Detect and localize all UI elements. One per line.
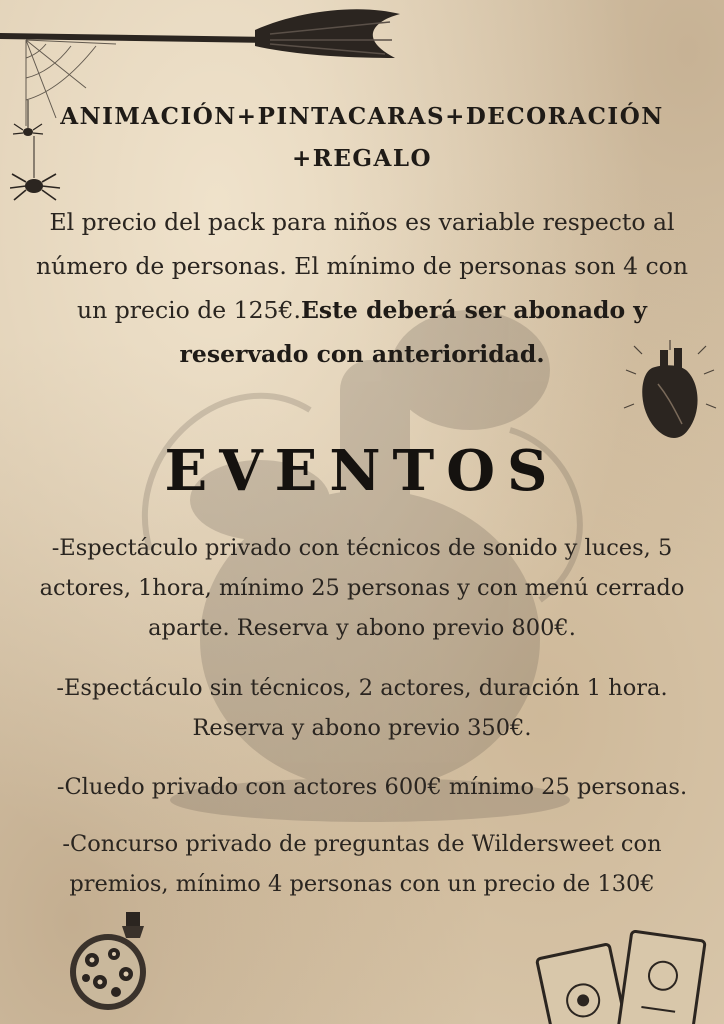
pack-booking-note: Este deberá ser abonado y reservado con anterioridad.: [179, 296, 647, 368]
event-item-quiz-contest: -Concurso privado de preguntas de Wildersweet con premios, mínimo 4 personas con un precio de 130€: [62, 831, 662, 897]
event-item-private-show: -Espectáculo privado con técnicos de sonido y luces, 5 actores, 1hora, mínimo 25 personas y con menú cerrado aparte. Reserva y abono previo 800€.: [39, 535, 685, 641]
event-item-cluedo: -Cluedo privado con actores 600€ mínimo 25 personas.: [56, 774, 688, 800]
tarot-cards-icon: [524, 930, 724, 1024]
eventos-title: EVENTOS: [164, 438, 560, 504]
event-item-show-no-technicians: -Espectáculo sin técnicos, 2 actores, duración 1 hora. Reserva y abono previo 350€.: [56, 675, 668, 741]
potion-bottle-icon: [56, 908, 162, 1014]
pack-heading: ANIMACIÓN+PINTACARAS+DECORACIÓN +REGALO: [60, 103, 664, 172]
pack-price-text: El precio del pack para niños es variable respecto al número de personas. El mínimo de personas son 4 con un precio de 125€.: [36, 208, 688, 324]
pack-description: [20, 200, 704, 376]
